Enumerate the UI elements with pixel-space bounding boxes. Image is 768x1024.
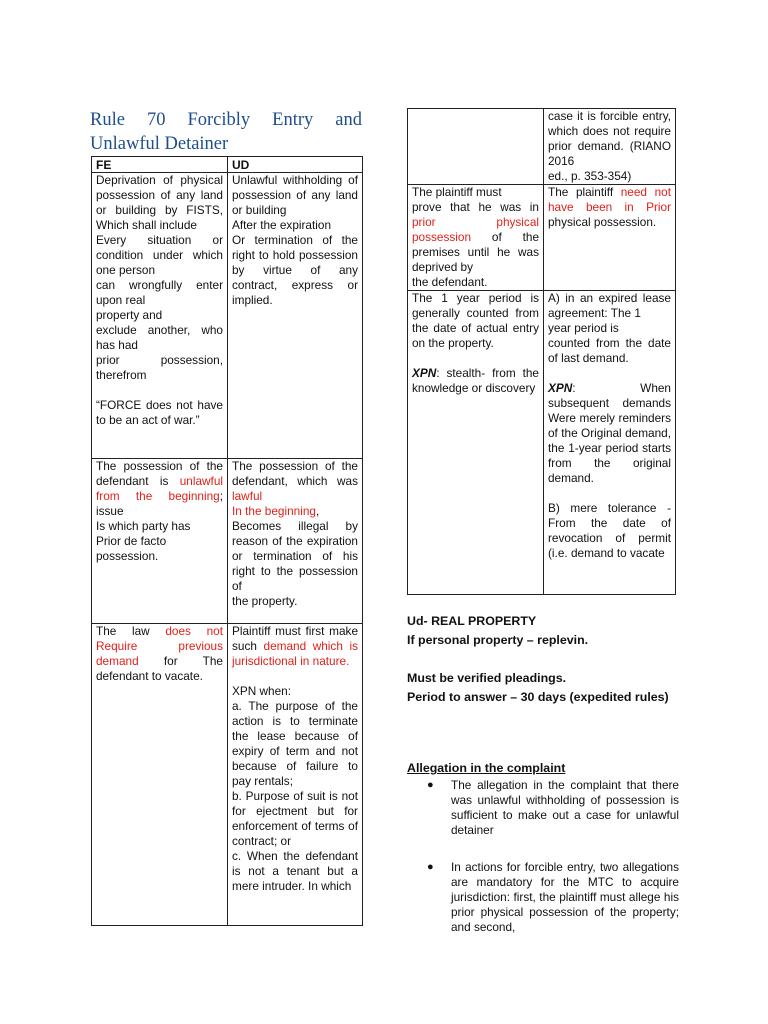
table-row <box>408 109 676 185</box>
table-row <box>408 291 676 595</box>
fe-def-line: exclude another, who has had <box>96 323 223 352</box>
text: The plaintiff <box>548 185 614 199</box>
note-replevin: If personal property – replevin. <box>407 633 589 647</box>
xpn-item: c. When the defendant is not a tenant but a mere intruder. In which <box>232 849 358 893</box>
table-header-row <box>92 157 363 173</box>
fe-ud-comparison-table <box>91 156 363 926</box>
text-highlight: In the beginning <box>232 504 316 518</box>
text: for The defendant to vacate. <box>96 654 223 683</box>
fe-def-line: prior possession, therefrom <box>96 353 223 382</box>
text: The possession of the defendant is <box>96 459 223 488</box>
cell-ud-continued <box>544 109 676 185</box>
allegation-heading: Allegation in the complaint <box>407 761 566 775</box>
text: ed., p. 353-354) <box>548 169 632 183</box>
text: case it is forcible entry, which does not require prior demand. (RIANO 2016 <box>548 109 671 168</box>
text: year period is <box>548 321 619 335</box>
text: possession. <box>96 549 159 563</box>
note-period-to-answer: Period to answer – 30 days (expedited rules) <box>407 690 669 704</box>
fe-ud-comparison-table-continued <box>407 108 676 595</box>
text: the property. <box>232 594 298 608</box>
note-verified-pleadings: Must be verified pleadings. <box>407 671 567 685</box>
text-highlight: does not Require previous demand <box>96 624 223 668</box>
xpn-label: XPN when: <box>232 684 292 698</box>
cell-ud-prior-possession <box>544 185 676 291</box>
text: The law <box>96 624 150 638</box>
text: The plaintiff must <box>412 185 502 199</box>
text-highlight: need not have been in Prior <box>548 185 671 214</box>
text: of the premises until he was deprived by <box>412 230 540 274</box>
text: The possession of the defendant, which was <box>232 459 358 488</box>
cell-ud-definition <box>228 173 363 459</box>
text: Becomes illegal by reason of the expiration or termination of his right to the possession of <box>232 519 358 593</box>
text: : When subsequent demands Were merely reminders of the Original demand, the 1-year period starts from the original demand. <box>548 381 671 485</box>
text: , <box>315 504 320 518</box>
table-row <box>408 185 676 291</box>
table-row <box>92 624 363 926</box>
fe-def-line: property and <box>96 308 163 322</box>
header-fe: FE <box>92 157 228 173</box>
bullet-icon: ● <box>427 779 434 791</box>
cell-empty <box>408 109 544 185</box>
text: physical possession. <box>548 215 657 229</box>
bullet-icon: ● <box>427 861 434 873</box>
list-item-text: The allegation in the complaint that there was unlawful withholding of possession is sufficient to make out a case for unlawful detainer <box>451 778 679 837</box>
text-highlight: lawful <box>232 489 263 503</box>
fe-def-line: can wrongfully enter upon real <box>96 278 223 307</box>
page-title: Rule 70 Forcibly Entry and Unlawful Detainer <box>90 110 362 154</box>
allegation-list <box>407 778 679 935</box>
ud-def-line: Unlawful withholding of possession of any land or building <box>232 173 358 217</box>
list-item <box>407 860 679 935</box>
cell-fe-period <box>408 291 544 595</box>
text: prove that he was in <box>412 200 539 214</box>
xpn-item: a. The purpose of the action is to terminate the lease because of expiry of term and not because of failure to pay rentals; <box>232 699 358 788</box>
text-highlight: unlawful from the beginning <box>96 474 224 503</box>
list-item-text: In actions for forcible entry, two allegations are mandatory for the MTC to acquire jurisdiction: first, the plaintiff must allege his prior physical possession of the property; and second, <box>451 860 679 934</box>
cell-fe-prior-possession <box>408 185 544 291</box>
xpn-item: b. Purpose of suit is not for ejectment but for enforcement of terms of contract; or <box>232 789 358 848</box>
note-real-property: Ud- REAL PROPERTY <box>407 614 537 628</box>
header-ud: UD <box>228 157 363 173</box>
text: The 1 year period is generally counted from the date of actual entry on the property. <box>412 291 539 350</box>
fe-force-quote: “FORCE does not have to be an act of war.” <box>96 398 223 427</box>
text: Plaintiff must first make such <box>232 624 358 653</box>
ud-def-line: After the expiration <box>232 218 332 232</box>
cell-fe-possession <box>92 459 228 624</box>
text: Prior de facto <box>96 534 167 548</box>
xpn-label: XPN <box>412 366 437 380</box>
text-highlight: prior physical possession <box>412 215 539 244</box>
list-item <box>407 778 679 838</box>
text: ; issue <box>96 489 223 518</box>
text: B) mere tolerance - From the date of revocation of permit (i.e. demand to vacate <box>548 501 671 560</box>
text: the defendant. <box>412 275 488 289</box>
fe-def-line: Every situation or condition under which one person <box>96 233 223 277</box>
table-row <box>92 173 363 459</box>
cell-fe-demand <box>92 624 228 926</box>
text: Is which party has <box>96 519 191 533</box>
xpn-label: XPN <box>548 381 573 395</box>
cell-ud-demand <box>228 624 363 926</box>
notes-block <box>407 612 679 707</box>
fe-def-line: Deprivation of physical possession of any land or building by FISTS, Which shall include <box>96 173 223 232</box>
text: counted from the date of last demand. <box>548 336 671 365</box>
cell-fe-definition <box>92 173 228 459</box>
text: A) in an expired lease agreement: The 1 <box>548 291 671 320</box>
cell-ud-period <box>544 291 676 595</box>
text-highlight: demand which is jurisdictional in nature. <box>232 639 358 668</box>
table-row <box>92 459 363 624</box>
ud-def-line: Or termination of the right to hold possession by virtue of any contract, express or implied. <box>232 233 358 307</box>
cell-ud-possession <box>228 459 363 624</box>
text: : stealth- from the knowledge or discovery <box>412 366 539 395</box>
